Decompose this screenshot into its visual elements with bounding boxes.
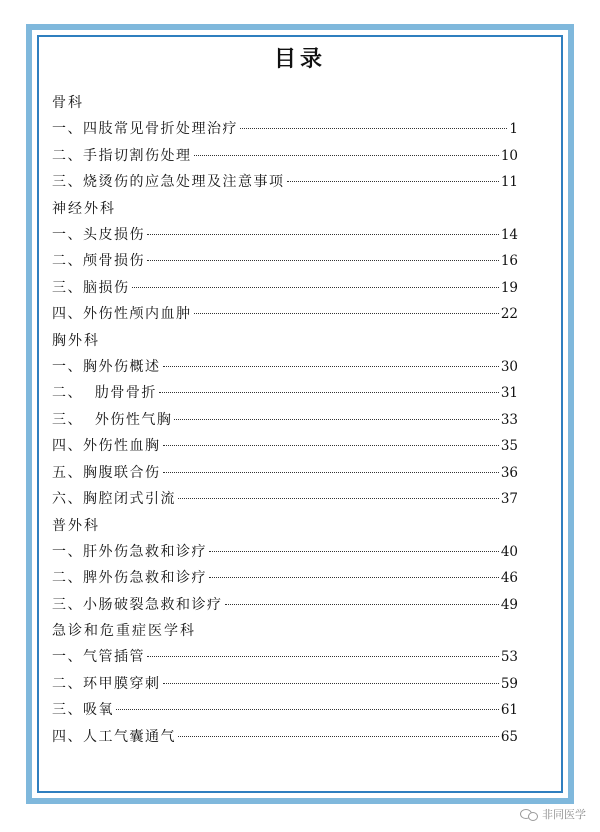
wechat-icon	[520, 807, 538, 821]
toc-entry-page: 1	[509, 121, 518, 137]
toc-leader-dots	[132, 287, 499, 288]
watermark	[520, 806, 586, 822]
toc-leader-dots	[178, 498, 499, 499]
toc-entry-page: 33	[500, 411, 518, 428]
toc-entry-page: 19	[500, 279, 518, 296]
toc-leader-dots	[163, 472, 499, 473]
toc-entry-page: 16	[500, 253, 518, 269]
toc-leader-dots	[116, 709, 499, 710]
toc-entry	[52, 697, 518, 724]
toc-entry	[52, 539, 518, 566]
toc-section-heading: 骨科	[52, 95, 84, 111]
toc-entry-label: 一、四肢常见骨折处理治疗	[52, 121, 238, 137]
toc-leader-dots	[147, 234, 499, 235]
toc-entry-label: 三、 外伤性气胸	[52, 411, 173, 428]
toc-entry-page: 35	[500, 438, 518, 454]
toc-entry-label: 二、手指切割伤处理	[52, 147, 192, 164]
toc-entry-page: 31	[500, 385, 518, 401]
toc-leader-dots	[225, 604, 499, 605]
toc-entry-label: 三、小肠破裂急救和诊疗	[52, 596, 223, 613]
toc-leader-dots	[159, 392, 499, 393]
toc-entry-label: 二、颅骨损伤	[52, 253, 145, 269]
toc-entry-page: 40	[500, 543, 518, 560]
toc-entry-page: 59	[500, 675, 518, 692]
toc-entry-page: 30	[500, 358, 518, 375]
toc-entry-page: 10	[500, 147, 518, 164]
toc-leader-dots	[194, 313, 499, 314]
toc-entry-label: 二、脾外伤急救和诊疗	[52, 570, 207, 586]
toc-leader-dots	[209, 577, 499, 578]
toc-entry	[52, 143, 518, 170]
toc-entry-label: 三、烧烫伤的应急处理及注意事项	[52, 174, 285, 190]
toc-entry-label: 三、脑损伤	[52, 279, 130, 296]
toc-entry	[52, 248, 518, 275]
toc-entry	[52, 565, 518, 592]
toc-entry-label: 一、肝外伤急救和诊疗	[52, 543, 207, 560]
page-title: 目录	[273, 46, 326, 72]
toc-entry	[52, 592, 518, 619]
toc-entry	[52, 222, 518, 249]
toc-entry-label: 一、胸外伤概述	[52, 358, 161, 375]
toc-section-heading: 神经外科	[52, 200, 116, 217]
toc-section-heading: 急诊和危重症医学科	[52, 623, 196, 639]
toc-entry-label: 一、头皮损伤	[52, 226, 145, 243]
toc-entry-page: 53	[500, 649, 518, 665]
toc-leader-dots	[287, 181, 499, 182]
toc-entry	[52, 486, 518, 513]
toc-entry	[52, 724, 518, 751]
toc-entry-label: 四、外伤性颅内血肿	[52, 306, 192, 322]
toc-entry-label: 二、 肋骨骨折	[52, 385, 157, 401]
toc-entry-label: 二、环甲膜穿刺	[52, 675, 161, 692]
toc-leader-dots	[163, 683, 499, 684]
toc-entry-page: 11	[500, 174, 518, 190]
toc-leader-dots	[163, 445, 499, 446]
toc-entry	[52, 169, 518, 196]
toc-leader-dots	[209, 551, 499, 552]
toc-entry	[52, 433, 518, 460]
toc-entry	[52, 671, 518, 698]
toc-entry-label: 六、胸腔闭式引流	[52, 491, 176, 507]
toc-entry	[52, 301, 518, 328]
toc-entry-label: 四、外伤性血胸	[52, 438, 161, 454]
toc-entry	[52, 460, 518, 487]
watermark-text: 非同医学	[542, 808, 586, 821]
toc-entry	[52, 275, 518, 302]
toc-entry-page: 61	[500, 702, 518, 718]
toc-entry-label: 五、胸腹联合伤	[52, 464, 161, 481]
toc-leader-dots	[178, 736, 499, 737]
toc-entry	[52, 354, 518, 381]
toc-entry	[52, 407, 518, 434]
toc-entry-page: 37	[500, 491, 518, 507]
toc-leader-dots	[174, 419, 498, 420]
toc-entry-page: 14	[500, 226, 518, 243]
toc-entry-label: 四、人工气囊通气	[52, 728, 176, 745]
toc-entry-page: 46	[500, 570, 518, 586]
toc-entry-page: 65	[500, 728, 518, 745]
toc-section-heading: 普外科	[52, 517, 100, 534]
toc-entry-label: 一、气管插管	[52, 649, 145, 665]
toc-entry-page: 49	[500, 596, 518, 613]
toc-entry-label: 三、吸氧	[52, 702, 114, 718]
toc-entry-page: 22	[500, 306, 518, 322]
table-of-contents	[52, 90, 518, 750]
toc-leader-dots	[163, 366, 499, 367]
toc-leader-dots	[147, 260, 499, 261]
toc-leader-dots	[240, 128, 507, 129]
toc-entry	[52, 380, 518, 407]
toc-leader-dots	[194, 155, 499, 156]
toc-entry	[52, 644, 518, 671]
toc-entry-page: 36	[500, 464, 518, 481]
toc-entry	[52, 116, 518, 143]
toc-section-heading: 胸外科	[52, 332, 100, 349]
toc-leader-dots	[147, 656, 499, 657]
